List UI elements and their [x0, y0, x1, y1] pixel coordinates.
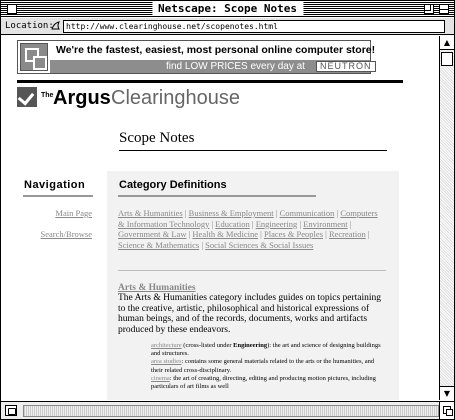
location-bar — [1, 18, 454, 35]
zoom-box-icon[interactable] — [424, 4, 434, 14]
argus-checkmark-icon — [17, 87, 37, 107]
category-link[interactable]: Computers & Information Technology — [118, 208, 378, 229]
scroll-up-arrow-icon[interactable]: ▲ — [440, 36, 454, 50]
scroll-down-arrow-icon[interactable]: ▼ — [440, 386, 454, 400]
logo-clearinghouse: Clearinghouse — [111, 87, 240, 109]
page-proxy-icon[interactable] — [51, 21, 61, 31]
navigation-rule — [23, 195, 93, 197]
subcategory-link[interactable]: cinema — [151, 374, 170, 382]
category-link[interactable]: Science & Mathematics — [118, 239, 200, 250]
category-link[interactable]: Education — [215, 218, 250, 229]
nav-link-main-page[interactable]: Main Page — [55, 208, 92, 218]
status-bar — [1, 401, 454, 419]
subcategory-item: area studies: contains some general materials related to the arts or the humanities, and their related cross-disciplinary. — [151, 358, 375, 374]
subcategory-list — [151, 342, 386, 391]
category-link[interactable]: Recreation — [328, 229, 366, 239]
category-link[interactable]: Government & Law — [118, 229, 187, 239]
section-title[interactable]: Arts & Humanities — [118, 283, 196, 293]
logo-argus: Argus — [53, 87, 111, 109]
location-input[interactable]: http://www.clearinghouse.net/scopenotes.html — [63, 20, 445, 33]
neutron-logo-icon — [20, 43, 48, 71]
category-link[interactable]: Communication — [279, 208, 335, 218]
title-rule — [119, 150, 387, 151]
subcategory-item: architecture (cross-listed under Engineering): the art and science of designing buildings and structures. — [151, 342, 381, 358]
category-definitions-heading: Category Definitions — [119, 179, 227, 191]
vertical-scrollbar[interactable] — [439, 36, 454, 400]
category-link[interactable]: Health & Medicine — [192, 229, 259, 239]
category-link[interactable]: Business & Employment — [188, 208, 274, 218]
title-bar[interactable] — [1, 1, 454, 17]
category-link[interactable]: Engineering — [255, 218, 298, 229]
category-link[interactable]: Environment — [303, 218, 348, 229]
location-label: Location: — [5, 21, 54, 31]
section-separator — [118, 270, 386, 271]
ad-headline: We're the fastest, easiest, most personal online computer store! — [56, 44, 376, 56]
page-title: Scope Notes — [119, 130, 195, 146]
close-box-icon[interactable] — [7, 4, 17, 14]
category-link[interactable]: Places & Peoples — [263, 229, 324, 239]
ad-tagline: find LOW PRICES every day at — [166, 61, 305, 72]
collapse-box-icon[interactable] — [439, 4, 449, 14]
nav-link-search-browse[interactable]: Search/Browse — [40, 229, 92, 239]
subcategory-link[interactable]: architecture — [151, 342, 182, 349]
header-rule — [17, 80, 403, 83]
horizontal-scrollbar[interactable] — [23, 405, 439, 417]
category-links: Arts & Humanities | Business & Employment | Communication | Computers & Information Technology | Education | Engineering | Environment | Government & Law | Health & Medicine | Places & Peoples | Recreation | Science & Mathematics | Social Sciences & Social Issues — [118, 208, 378, 250]
ad-banner[interactable] — [17, 40, 376, 74]
resize-grow-icon[interactable] — [439, 402, 454, 419]
subcategory-item: cinema: the art of creating, directing, editing and producing motion pictures, including particulars of art films as well — [151, 374, 376, 391]
navigation-heading: Navigation — [24, 179, 86, 191]
ad-brand: NEUTRON — [316, 61, 376, 72]
section-description: The Arts & Humanities category includes guides on topics pertaining to the creative, artistic, philosophical and historical expressions of human beings, and of the records, documents, works and artifacts produced by these endeavors. — [118, 293, 382, 335]
category-link[interactable]: Social Sciences & Social Issues — [205, 239, 314, 250]
window-title: Netscape: Scope Notes — [152, 2, 303, 16]
page-viewport — [1, 36, 439, 400]
cross-list-target: Engineering — [233, 342, 268, 349]
category-link[interactable]: Arts & Humanities — [118, 208, 183, 218]
scroll-thumb[interactable] — [441, 52, 453, 66]
category-rule — [118, 195, 316, 197]
security-lock-icon[interactable] — [5, 405, 17, 416]
logo-the: The — [41, 92, 54, 99]
subcategory-link[interactable]: area studies — [151, 358, 182, 366]
